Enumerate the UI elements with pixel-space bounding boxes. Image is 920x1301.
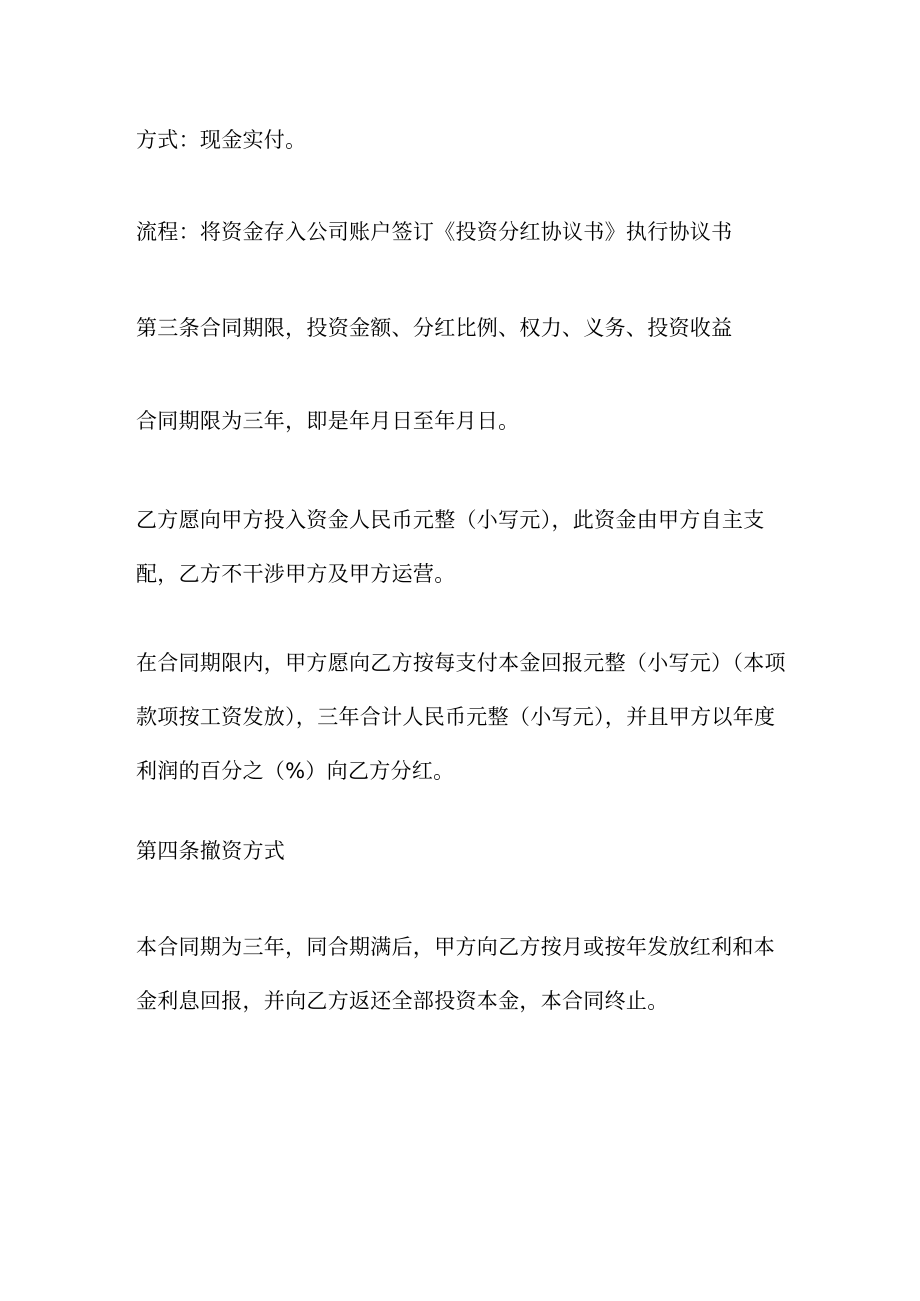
heading-article-four: 第四条撤资方式 <box>136 839 286 863</box>
paragraph-withdrawal: 本合同期为三年，同合期满后，甲方向乙方按月或按年发放红利和本金利息回报，并向乙方返还全部投资本金，本合同终止。 <box>136 935 775 1013</box>
paragraph-process: 流程：将资金存入公司账户签订《投资分红协议书》执行协议书 <box>136 220 733 244</box>
paragraph-payment-method: 方式：现金实付。 <box>136 128 307 152</box>
heading-article-three: 第三条合同期限，投资金额、分红比例、权力、义务、投资收益 <box>136 316 733 340</box>
paragraph-investment-amount: 乙方愿向甲方投入资金人民币元整（小写元），此资金由甲方自主支配，乙方不干涉甲方及甲方运营。 <box>136 508 765 586</box>
paragraph-returns-dividend: 在合同期限内，甲方愿向乙方按每支付本金回报元整（小写元）（本项款项按工资发放），三年合计人民币元整（小写元），并且甲方以年度利润的百分之（%）向乙方分红。 <box>136 651 786 783</box>
paragraph-contract-term: 合同期限为三年，即是年月日至年月日。 <box>136 409 520 433</box>
